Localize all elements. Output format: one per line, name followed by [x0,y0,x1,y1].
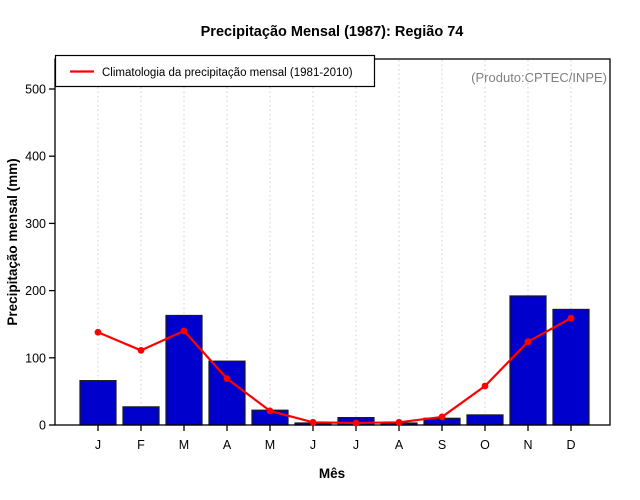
bar-O10 [467,415,503,425]
legend-label: Climatologia da precipitação mensal (1981-2010) [102,67,353,79]
x-tick-label-5: M [264,438,276,452]
x-axis [95,425,576,452]
chart-title: Precipitação Mensal (1987): Região 74 [200,24,464,40]
x-tick-label-6: J [309,438,317,452]
y-tick-label: 400 [25,149,46,164]
x-tick-label-2: F [137,438,145,452]
product-annotation: (Produto:CPTEC/INPE) [471,70,607,85]
x-tick-label-3: M [178,438,190,452]
climatology-point-9 [439,414,446,421]
climatology-point-7 [353,420,360,427]
x-tick-label-11: N [523,438,533,452]
bars-layer [80,296,589,425]
climatology-point-2 [138,347,145,354]
climatology-point-5 [267,407,274,414]
climatology-point-11 [525,338,532,345]
x-tick-label-10: O [480,438,490,452]
y-tick-label: 200 [25,284,46,299]
climatology-point-8 [396,419,403,426]
x-tick-label-12: D [566,438,576,452]
climatology-point-12 [568,315,575,322]
bar-N11 [510,296,546,425]
climatology-point-10 [482,383,489,390]
y-tick-label: 100 [25,351,46,366]
legend [56,56,375,87]
bar-J1 [80,381,116,425]
climatology-point-3 [181,328,188,335]
y-tick-label: 0 [39,418,46,433]
x-tick-label-1: J [94,438,102,452]
y-axis-title: Precipitação mensal (mm) [5,158,20,326]
y-tick-label: 500 [25,82,46,97]
x-tick-label-8: A [394,438,404,452]
x-tick-label-7: J [352,438,360,452]
x-tick-label-9: S [437,438,447,452]
x-tick-label-4: A [222,438,232,452]
climatology-point-1 [95,329,102,336]
x-axis-title: Mês [318,466,346,481]
bar-D12 [553,309,589,425]
bar-F2 [123,407,159,425]
bar-A4 [209,361,245,425]
y-tick-label: 300 [25,216,46,231]
climatology-point-4 [224,375,231,382]
y-axis [25,83,55,433]
climatology-point-6 [310,419,317,426]
